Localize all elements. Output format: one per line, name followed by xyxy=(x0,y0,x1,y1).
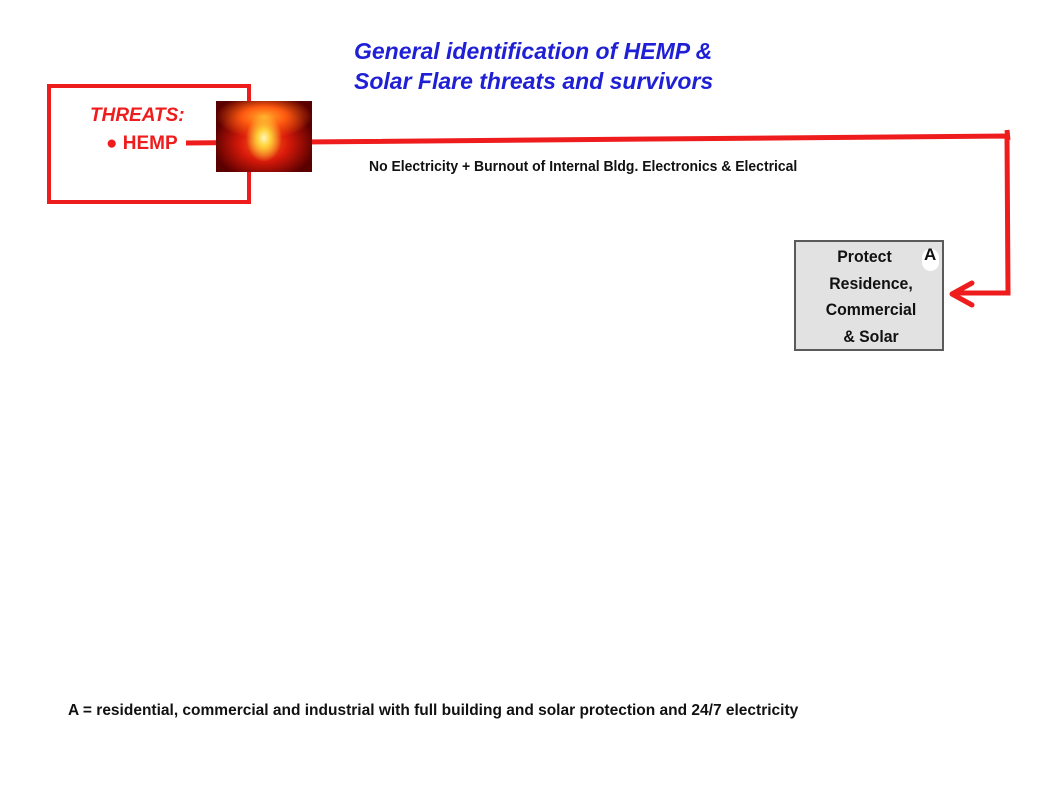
hemp-threat-item: ● HEMP xyxy=(106,133,178,154)
threats-label: THREATS: xyxy=(90,105,185,126)
effect-description: No Electricity + Burnout of Internal Bldg. Electronics & Electrical xyxy=(369,158,798,175)
protect-text xyxy=(801,244,941,350)
arrow-top-stub xyxy=(1007,130,1008,140)
survivor-marker-label: A xyxy=(924,245,937,264)
protect-line-2: Residence, xyxy=(829,273,913,293)
nuclear-explosion-image xyxy=(216,101,312,172)
title-line-2: Solar Flare threats and survivors xyxy=(354,68,714,94)
legend-text: A = residential, commercial and industrial with full building and solar protection and 24/7 electricity xyxy=(68,702,799,719)
protect-line-4: & Solar xyxy=(843,326,899,346)
title-line-1: General identification of HEMP & xyxy=(354,38,713,64)
protect-line-1: Protect xyxy=(837,247,892,266)
protect-line-3: Commercial xyxy=(825,300,917,319)
